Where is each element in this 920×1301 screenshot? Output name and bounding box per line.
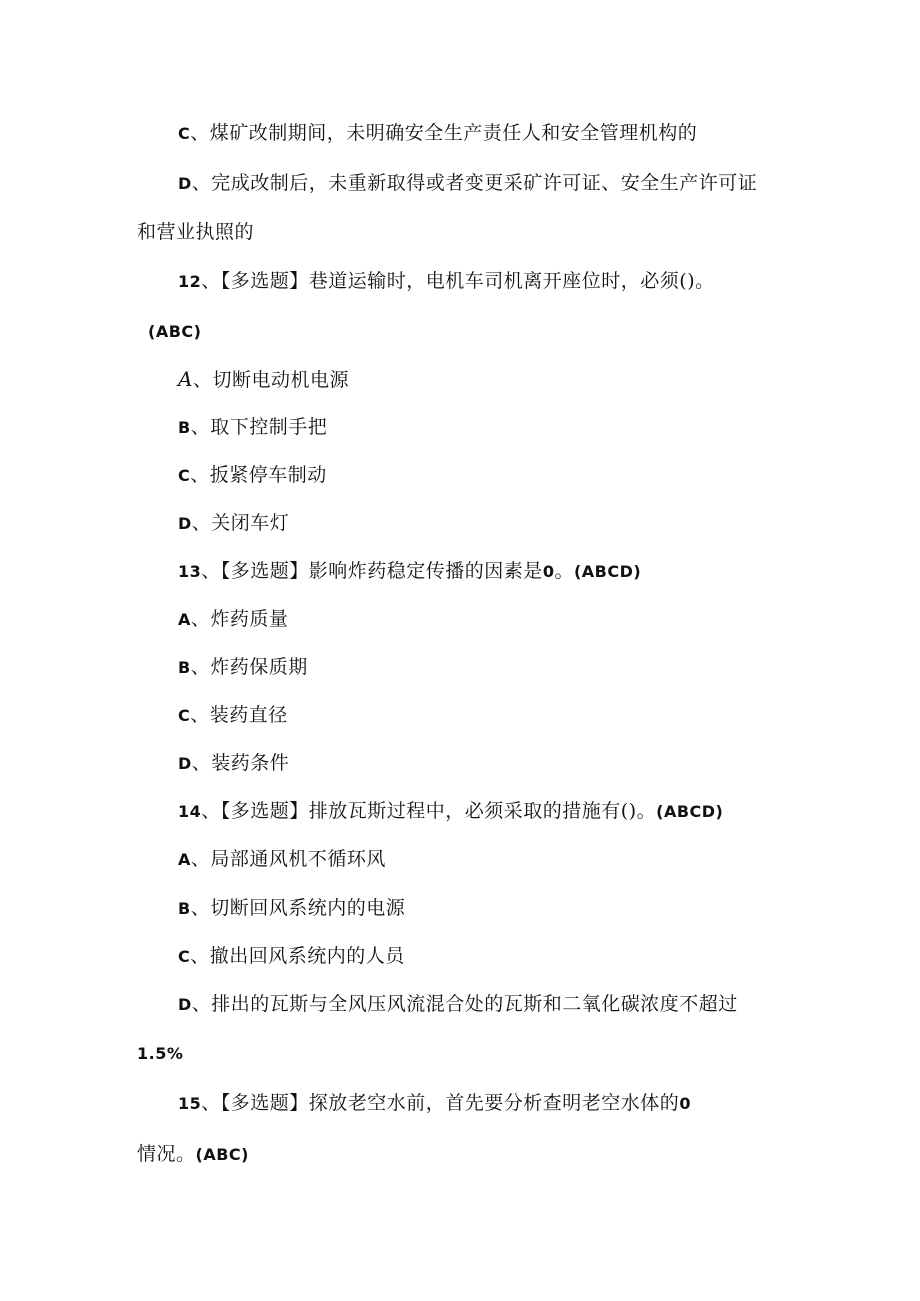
option-text: 、撤出回风系统内的人员: [190, 945, 405, 967]
q13-option-d: [178, 750, 289, 777]
option-label: B: [178, 658, 191, 677]
q12-option-a: [178, 366, 349, 393]
question-type: 【多选题】: [220, 270, 309, 292]
q13-stem: [178, 558, 641, 585]
question-text: 巷道运输时，电机车司机离开座位时，必须()。: [308, 270, 715, 292]
q12-option-b: [178, 414, 327, 441]
option-text: 、取下控制手把: [190, 416, 328, 438]
question-number: 12: [178, 272, 202, 291]
option-label: D: [178, 995, 192, 1014]
question-text-continued: 情况。: [137, 1143, 196, 1165]
q13-option-b: [178, 654, 308, 681]
option-text: 、煤矿改制期间，未明确安全生产责任人和安全管理机构的: [190, 122, 698, 144]
option-label: B: [178, 418, 191, 437]
q12-option-c: [178, 462, 327, 489]
question-number: 15: [178, 1094, 202, 1113]
option-label: D: [178, 174, 192, 193]
question-separator: 、: [201, 270, 221, 292]
q14-option-d: [178, 991, 738, 1018]
option-label: A: [178, 610, 191, 629]
q14-option-b: [178, 895, 405, 922]
option-label: C: [178, 706, 191, 725]
q14-option-a: [178, 846, 386, 873]
q14-option-c: [178, 943, 405, 970]
q15-stem-continued: [137, 1141, 249, 1168]
q11-option-d-continued: [137, 219, 254, 245]
q14-option-d-continued: [137, 1040, 183, 1067]
option-label: A: [178, 367, 193, 391]
option-text: 、扳紧停车制动: [190, 464, 327, 486]
question-separator: 、: [201, 800, 221, 822]
option-label: A: [178, 850, 191, 869]
option-text: 、排出的瓦斯与全风压风流混合处的瓦斯和二氧化碳浓度不超过: [191, 993, 738, 1015]
question-type: 【多选题】: [220, 560, 309, 582]
option-text: 、切断回风系统内的电源: [190, 897, 406, 919]
q11-option-c: [178, 120, 697, 147]
option-text: 、装药条件: [191, 752, 290, 774]
question-text-end: 。: [554, 560, 574, 582]
option-text: 、炸药保质期: [190, 656, 308, 678]
answer-key: (ABCD): [573, 562, 642, 581]
option-text: 、关闭车灯: [191, 512, 290, 534]
option-text-continued: 1.5%: [137, 1044, 184, 1063]
question-text: 探放老空水前，首先要分析查明老空水体的: [308, 1092, 680, 1114]
answer-key: (ABC): [148, 322, 202, 341]
q15-stem: [178, 1090, 691, 1117]
question-type: 【多选题】: [220, 1092, 309, 1114]
question-number: 13: [178, 562, 202, 581]
option-label: C: [178, 947, 191, 966]
option-label: B: [178, 899, 191, 918]
q12-stem: [178, 268, 715, 295]
option-label: C: [178, 466, 191, 485]
question-number: 14: [178, 802, 202, 821]
q11-option-d: [178, 170, 757, 197]
option-text: 、完成改制后，未重新取得或者变更采矿许可证、安全生产许可证: [191, 172, 758, 194]
q12-option-d: [178, 510, 289, 537]
option-label: C: [178, 124, 191, 143]
question-text: 排放瓦斯过程中，必须采取的措施有()。: [308, 800, 657, 822]
q14-stem: [178, 798, 723, 825]
option-text: 、局部通风机不循环风: [190, 848, 386, 870]
question-separator: 、: [201, 1092, 221, 1114]
q12-answer: [148, 318, 201, 345]
option-text: 、装药直径: [190, 704, 288, 726]
question-text: 影响炸药稳定传播的因素是: [308, 560, 543, 582]
question-blank: 0: [679, 1094, 691, 1113]
q13-option-c: [178, 702, 288, 729]
answer-key: (ABC): [195, 1145, 249, 1164]
option-label: D: [178, 754, 192, 773]
option-text: 、切断电动机电源: [192, 369, 349, 391]
option-text-continued: 和营业执照的: [137, 221, 255, 243]
option-label: D: [178, 514, 192, 533]
option-text: 、炸药质量: [190, 608, 289, 630]
question-blank: 0: [542, 562, 555, 581]
question-separator: 、: [201, 560, 221, 582]
question-type: 【多选题】: [220, 800, 309, 822]
q13-option-a: [178, 606, 288, 633]
answer-key: (ABCD): [656, 802, 724, 821]
